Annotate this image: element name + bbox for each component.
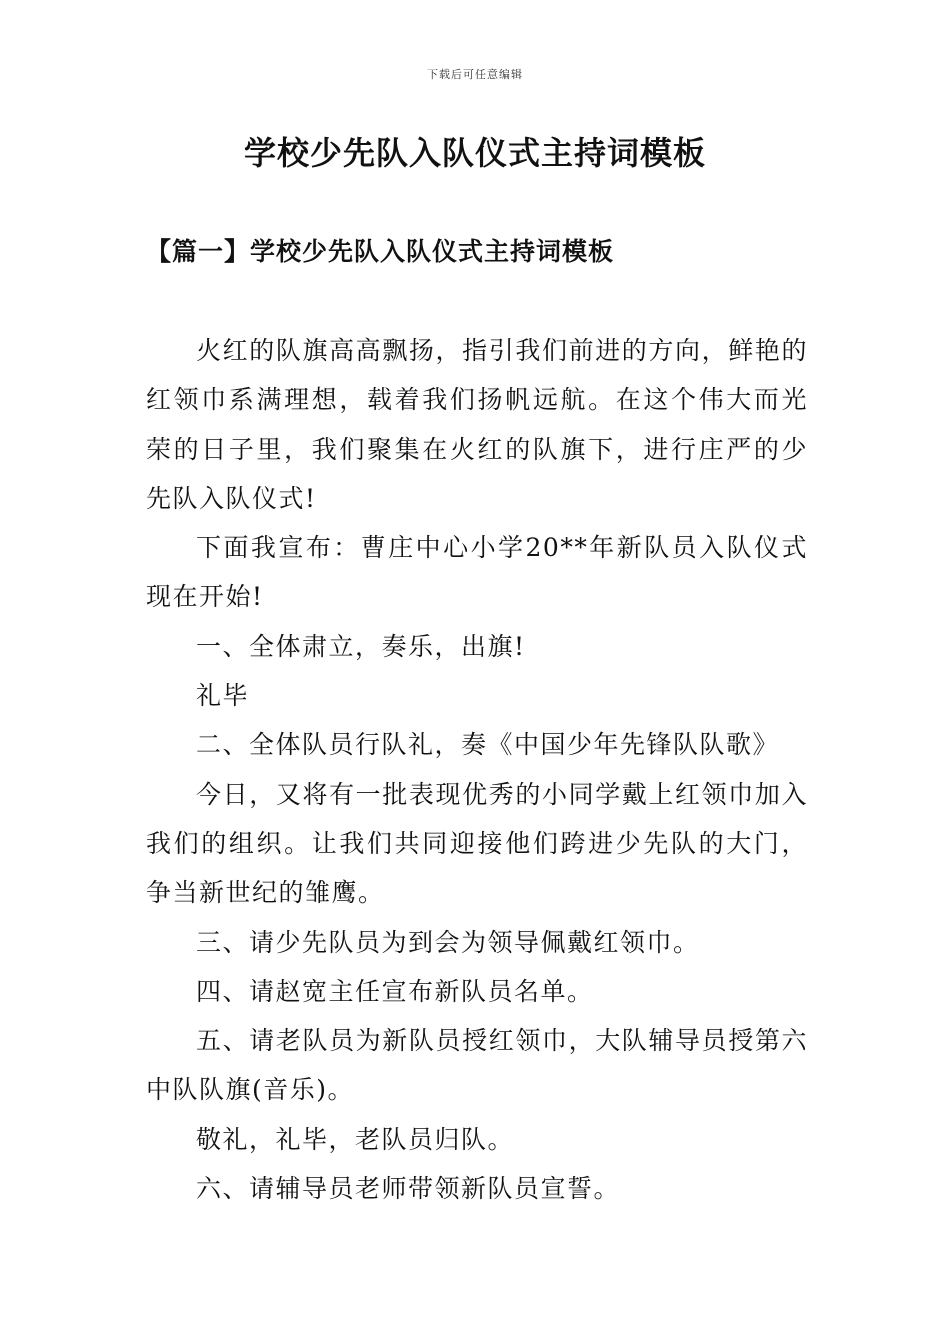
- paragraph: 敬礼，礼毕，老队员归队。: [196, 1124, 515, 1154]
- paragraph: 三、请少先队员为到会为领导佩戴红领巾。: [196, 927, 700, 957]
- paragraph: 一、全体肃立，奏乐，出旗!: [196, 631, 526, 661]
- paragraph: 礼毕: [196, 681, 250, 711]
- paragraph: 下面我宣布：曹庄中心小学20**年新队员入队仪式现在开始!: [146, 533, 808, 612]
- document-body: [146, 326, 808, 1213]
- document-title: 学校少先队入队仪式主持词模板: [243, 134, 706, 172]
- paragraph: 六、请辅导员老师带领新队员宣誓。: [196, 1174, 621, 1204]
- section-heading: 【篇一】学校少先队入队仪式主持词模板: [146, 237, 615, 266]
- paragraph: 四、请赵宽主任宣布新队员名单。: [196, 976, 594, 1006]
- paragraph: 今日，又将有一批表现优秀的小同学戴上红领巾加入我们的组织。让我们共同迎接他们跨进少先队的大门，争当新世纪的雏鹰。: [146, 779, 808, 908]
- paragraph: 二、全体队员行队礼，奏《中国少年先锋队队歌》: [196, 730, 780, 760]
- paragraph: 火红的队旗高高飘扬，指引我们前进的方向，鲜艳的红领巾系满理想，载着我们扬帆远航。在这个伟大而光荣的日子里，我们聚集在火红的队旗下，进行庄严的少先队入队仪式!: [146, 336, 808, 513]
- paragraph: 五、请老队员为新队员授红领巾，大队辅导员授第六中队队旗(音乐)。: [146, 1026, 808, 1105]
- header-note: 下载后可任意编辑: [427, 68, 523, 81]
